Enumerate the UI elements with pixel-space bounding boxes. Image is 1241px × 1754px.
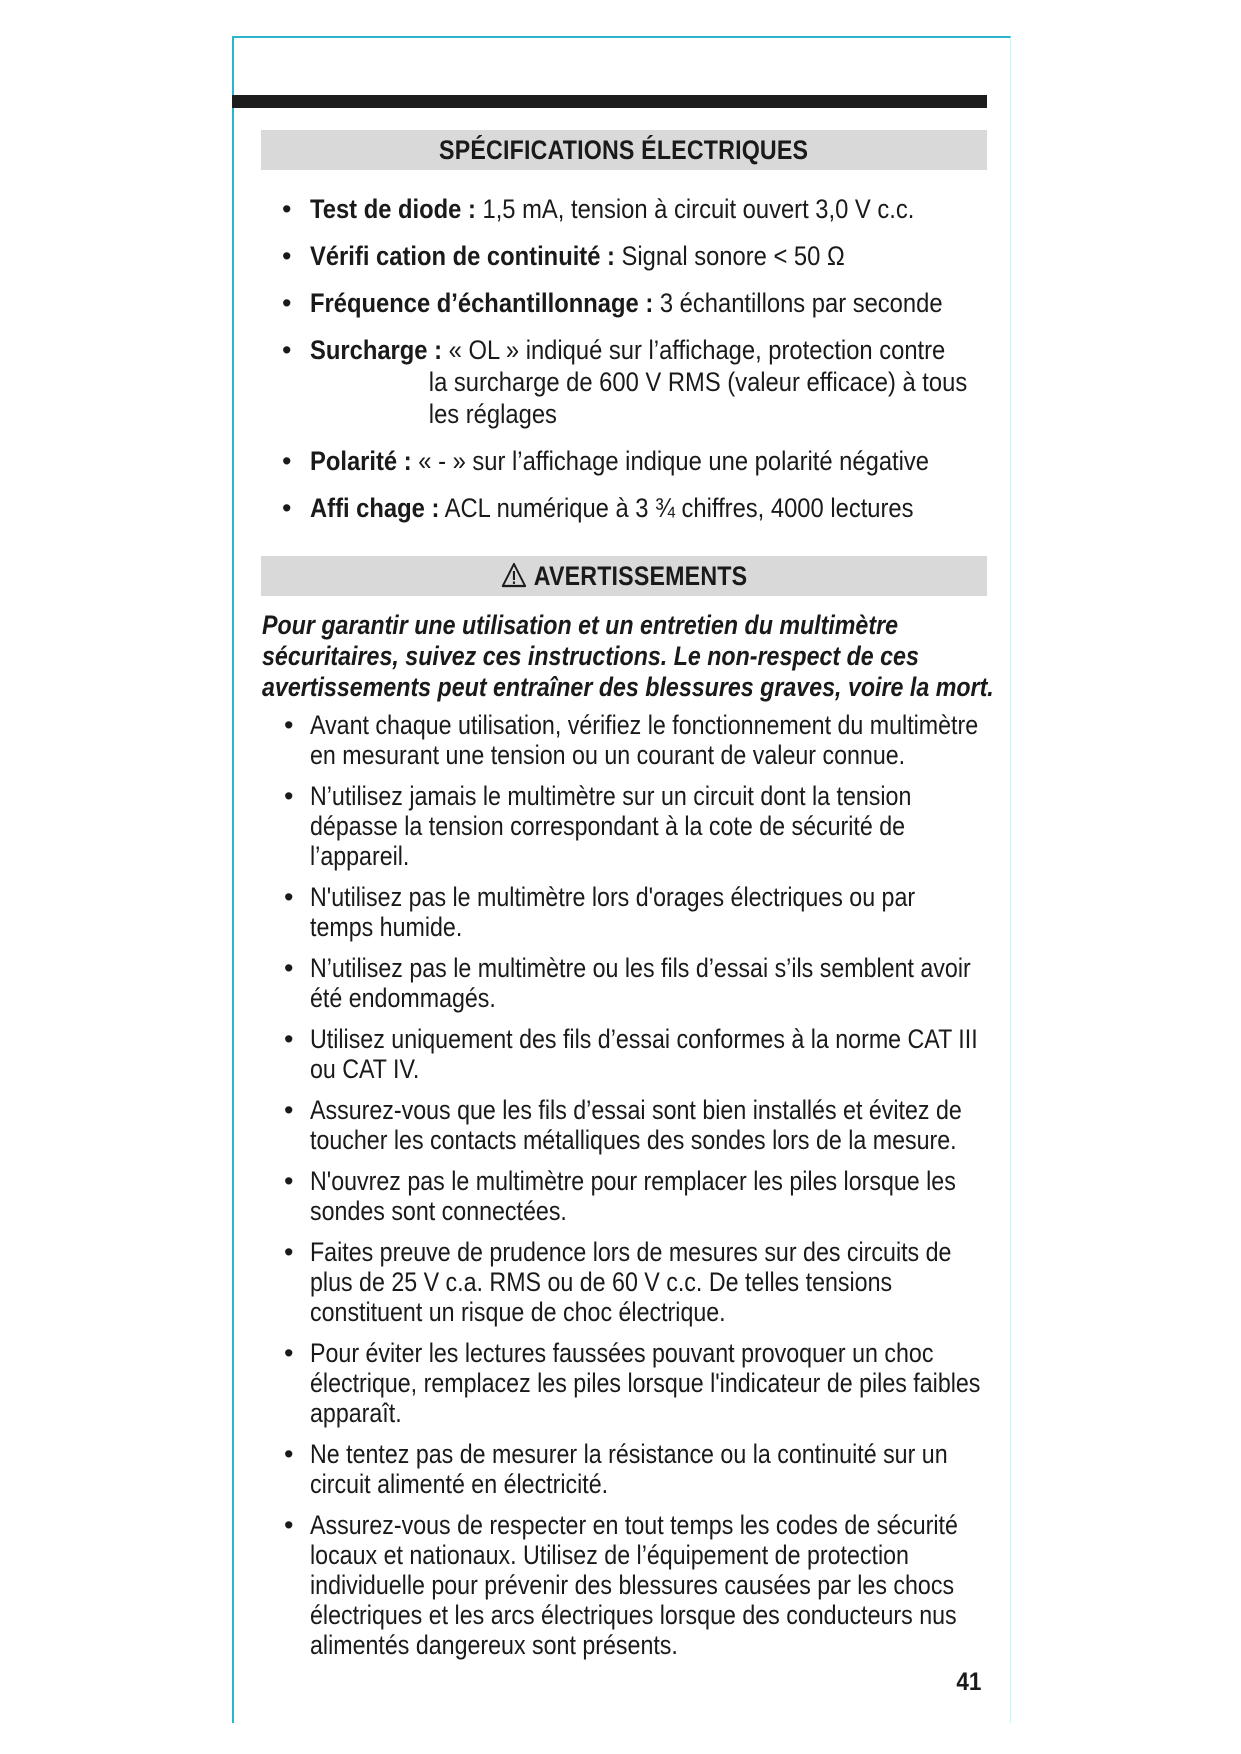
bullet-icon: • [284,1024,294,1054]
bullet-icon: • [284,781,294,811]
spec-label: Affi chage : [310,493,440,523]
warning-text: N’utilisez pas le multimètre ou les fils d’essai s’ils semblent avoir été endommagés. [310,953,971,1013]
warning-text: Pour éviter les lectures faussées pouvant provoquer un choc électrique, remplacez les piles lorsque l'indicateur de piles faibles apparaît. [310,1338,981,1428]
spec-value: « - » sur l’affichage indique une polarité négative [411,446,930,476]
spec-value: 3 échantillons par seconde [653,288,943,318]
bullet-icon: • [282,446,292,476]
bullet-icon: • [284,882,294,912]
bullet-icon: • [282,335,292,365]
list-item [284,1166,984,1226]
list-item [282,240,982,272]
warnings-intro [262,610,1022,703]
warning-text: Avant chaque utilisation, vérifiez le fonctionnement du multimètre en mesurant une tension ou un courant de valeur connue. [310,710,979,770]
spec-value: ACL numérique à 3 ¾ chiffres, 4000 lectures [439,493,914,523]
bullet-icon: • [284,953,294,983]
warning-triangle-icon [501,562,527,588]
warning-text: Faites preuve de prudence lors de mesures sur des circuits de plus de 25 V c.a. RMS ou de 60 V c.c. De telles tensions constituent un risque de choc électrique. [310,1237,952,1327]
warning-text: Assurez-vous de respecter en tout temps les codes de sécurité locaux et nationaux. Utilisez de l’équipement de protection individuelle pour prévenir des blessures causées par les chocs électriques et les arcs électriques lorsque des conducteurs nus alimentés dangereux sont présents. [310,1510,958,1660]
page-number: 41 [956,1668,982,1696]
list-item [282,287,982,319]
warnings-intro-text: Pour garantir une utilisation et un entretien du multimètre sécuritaires, suivez ces instructions. Le non-respect de ces avertissements peut entraîner des blessures graves, voire la mort. [262,610,994,702]
list-item [282,334,982,430]
spec-label: Test de diode : [310,194,476,224]
warning-text: Utilisez uniquement des fils d’essai conformes à la norme CAT III ou CAT IV. [310,1024,978,1084]
list-item [284,781,984,871]
list-item [284,710,984,770]
spec-label: Fréquence d’échantillonnage : [310,288,654,318]
bullet-icon: • [284,1095,294,1125]
list-item [284,1439,984,1499]
top-rule [232,95,987,108]
bullet-icon: • [282,493,292,523]
specs-section-title: SPÉCIFICATIONS ÉLECTRIQUES [439,134,809,165]
bullet-icon: • [284,1439,294,1469]
specs-section-header [261,130,987,170]
bullet-icon: • [284,1237,294,1267]
bullet-icon: • [282,194,292,224]
warning-text: Ne tentez pas de mesurer la résistance ou la continuité sur un circuit alimenté en électricité. [310,1439,948,1499]
warnings-section-title: AVERTISSEMENTS [533,560,748,591]
list-item [282,193,982,225]
bullet-icon: • [282,241,292,271]
warnings-section-header [261,556,987,596]
list-item [284,1510,984,1660]
specs-list [282,193,982,539]
spec-value: Signal sonore < 50 Ω [614,241,845,271]
spec-value-continued: la surcharge de 600 V RMS (valeur efficace) à tous les réglages [428,367,968,429]
bullet-icon: • [282,288,292,318]
list-item [284,1095,984,1155]
warning-text: Assurez-vous que les fils d’essai sont bien installés et évitez de toucher les contacts métalliques des sondes lors de la mesure. [310,1095,962,1155]
spec-label: Vérifi cation de continuité : [310,241,615,271]
list-item [282,445,982,477]
spec-value: « OL » indiqué sur l’affichage, protection contre [442,335,946,365]
bullet-icon: • [284,1510,294,1540]
warnings-list [284,710,984,1671]
spec-value: 1,5 mA, tension à circuit ouvert 3,0 V c.c. [475,194,915,224]
list-item [284,882,984,942]
spec-label: Polarité : [310,446,412,476]
list-item [284,1338,984,1428]
list-item [284,1237,984,1327]
warning-text: N'utilisez pas le multimètre lors d'orages électriques ou par temps humide. [310,882,916,942]
list-item [284,953,984,1013]
warning-text: N'ouvrez pas le multimètre pour remplacer les piles lorsque les sondes sont connectées. [310,1166,956,1226]
warning-text: N’utilisez jamais le multimètre sur un circuit dont la tension dépasse la tension correspondant à la cote de sécurité de l’appareil. [310,781,912,871]
list-item [284,1024,984,1084]
spec-label: Surcharge : [310,335,443,365]
bullet-icon: • [284,1338,294,1368]
list-item [282,492,982,524]
bullet-icon: • [284,1166,294,1196]
bullet-icon: • [284,710,294,740]
